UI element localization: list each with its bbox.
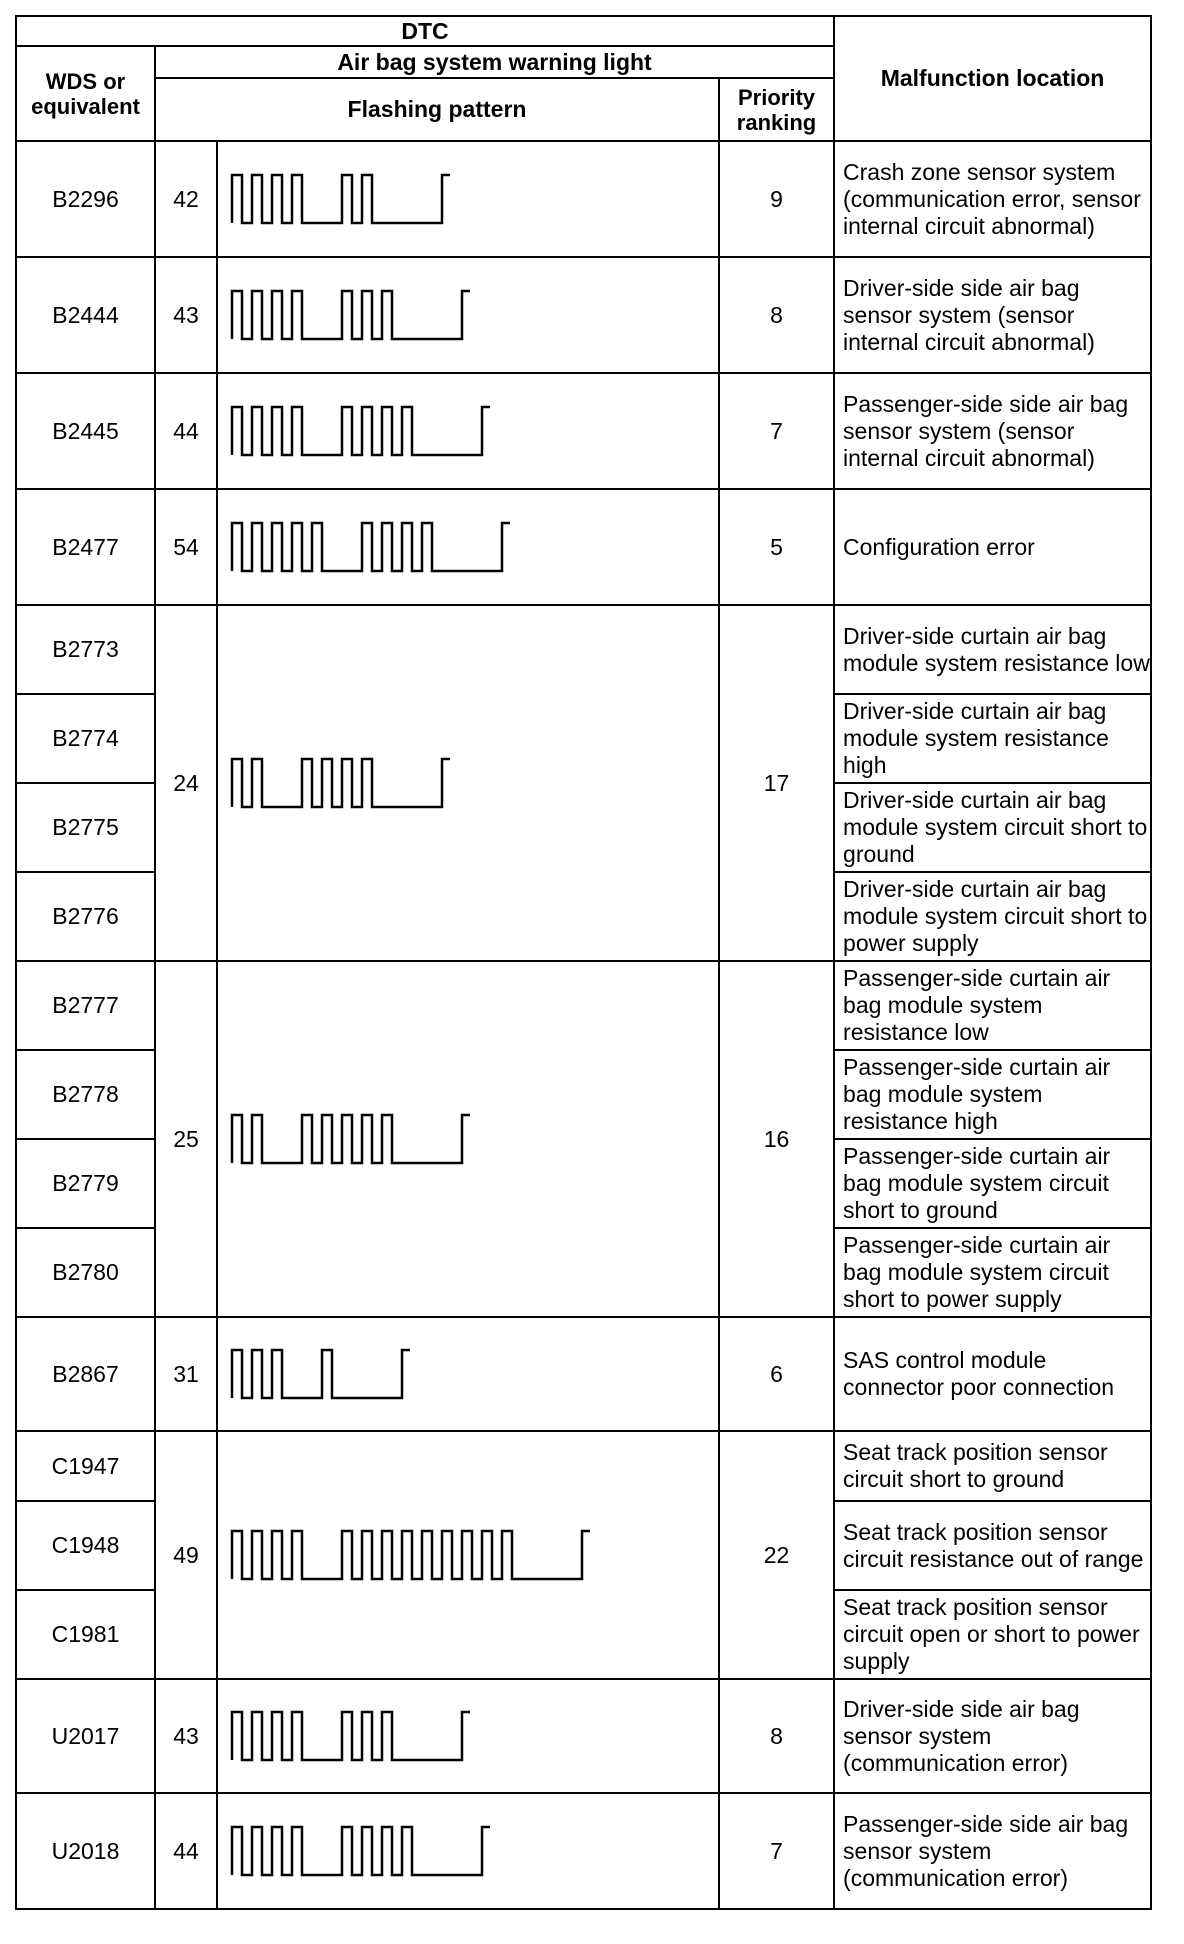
dtc-code: U2018 bbox=[16, 1793, 155, 1909]
dtc-code: C1947 bbox=[16, 1431, 155, 1501]
wds-header: WDS or equivalent bbox=[16, 46, 155, 141]
flash-code-number: 54 bbox=[155, 489, 217, 605]
flashing-pattern-cell bbox=[217, 1317, 719, 1431]
flash-code-number: 31 bbox=[155, 1317, 217, 1431]
dtc-code: B2477 bbox=[16, 489, 155, 605]
flashing-pattern-cell bbox=[217, 1793, 719, 1909]
malfunction-location: Driver-side curtain air bag module system circuit short to ground bbox=[834, 783, 1151, 872]
malfunction-location: Seat track position sensor circuit open or short to power supply bbox=[834, 1590, 1151, 1679]
priority-ranking: 7 bbox=[719, 373, 834, 489]
malfunction-location: Crash zone sensor system (communication error, sensor internal circuit abnormal) bbox=[834, 141, 1151, 257]
flashing-pattern-cell bbox=[217, 489, 719, 605]
priority-ranking: 17 bbox=[719, 605, 834, 961]
flashing-pattern-cell bbox=[217, 1431, 719, 1679]
priority-ranking-header: Priority ranking bbox=[719, 78, 834, 141]
flash-code-number: 42 bbox=[155, 141, 217, 257]
table-row bbox=[16, 373, 1151, 489]
dtc-code: U2017 bbox=[16, 1679, 155, 1793]
malfunction-location-header: Malfunction location bbox=[834, 16, 1151, 141]
priority-ranking: 5 bbox=[719, 489, 834, 605]
malfunction-location: Driver-side curtain air bag module system resistance low bbox=[834, 605, 1151, 694]
flashing-pattern-waveform bbox=[226, 513, 706, 581]
flash-code-number: 44 bbox=[155, 373, 217, 489]
priority-ranking: 16 bbox=[719, 961, 834, 1317]
dtc-code: B2779 bbox=[16, 1139, 155, 1228]
malfunction-location: Passenger-side side air bag sensor system (communication error) bbox=[834, 1793, 1151, 1909]
malfunction-location: Driver-side curtain air bag module system circuit short to power supply bbox=[834, 872, 1151, 961]
dtc-code: C1981 bbox=[16, 1590, 155, 1679]
table-row bbox=[16, 1317, 1151, 1431]
priority-ranking: 8 bbox=[719, 257, 834, 373]
flashing-pattern-waveform bbox=[226, 1521, 706, 1589]
dtc-body bbox=[16, 141, 1151, 1909]
flashing-pattern-cell bbox=[217, 605, 719, 961]
flash-pulse-train bbox=[232, 1115, 470, 1163]
flashing-pattern-waveform bbox=[226, 1105, 706, 1173]
flash-pulse-train bbox=[232, 1712, 470, 1760]
flashing-pattern-waveform bbox=[226, 749, 706, 817]
dtc-code: B2777 bbox=[16, 961, 155, 1050]
flash-code-number: 43 bbox=[155, 1679, 217, 1793]
flashing-pattern-waveform bbox=[226, 1817, 706, 1885]
flashing-pattern-waveform bbox=[226, 397, 706, 465]
malfunction-location: Driver-side curtain air bag module system resistance high bbox=[834, 694, 1151, 783]
table-row bbox=[16, 1679, 1151, 1793]
dtc-header: DTC bbox=[16, 16, 834, 46]
flashing-pattern-cell bbox=[217, 1679, 719, 1793]
malfunction-location: Seat track position sensor circuit resistance out of range bbox=[834, 1501, 1151, 1590]
flash-pulse-train bbox=[232, 1531, 590, 1579]
flashing-pattern-cell bbox=[217, 373, 719, 489]
dtc-code: B2776 bbox=[16, 872, 155, 961]
table-row bbox=[16, 961, 1151, 1050]
flashing-pattern-header: Flashing pattern bbox=[155, 78, 719, 141]
flashing-pattern-waveform bbox=[226, 165, 706, 233]
flash-code-number: 43 bbox=[155, 257, 217, 373]
dtc-code: B2780 bbox=[16, 1228, 155, 1317]
flash-code-number: 24 bbox=[155, 605, 217, 961]
malfunction-location: Passenger-side curtain air bag module system resistance low bbox=[834, 961, 1151, 1050]
flashing-pattern-cell bbox=[217, 141, 719, 257]
table-row bbox=[16, 1793, 1151, 1909]
dtc-code: B2774 bbox=[16, 694, 155, 783]
priority-ranking: 7 bbox=[719, 1793, 834, 1909]
priority-ranking: 6 bbox=[719, 1317, 834, 1431]
flash-pulse-train bbox=[232, 291, 470, 339]
flash-pulse-train bbox=[232, 523, 510, 571]
flash-code-number: 44 bbox=[155, 1793, 217, 1909]
flash-code-number: 25 bbox=[155, 961, 217, 1317]
flash-pulse-train bbox=[232, 759, 450, 807]
flashing-pattern-waveform bbox=[226, 1702, 706, 1770]
dtc-code: B2296 bbox=[16, 141, 155, 257]
priority-ranking: 9 bbox=[719, 141, 834, 257]
dtc-table bbox=[15, 15, 1152, 1910]
table-row bbox=[16, 605, 1151, 694]
table-row bbox=[16, 141, 1151, 257]
flash-pulse-train bbox=[232, 1827, 490, 1875]
table-row bbox=[16, 257, 1151, 373]
malfunction-location: Passenger-side curtain air bag module system resistance high bbox=[834, 1050, 1151, 1139]
priority-ranking: 22 bbox=[719, 1431, 834, 1679]
malfunction-location: Seat track position sensor circuit short to ground bbox=[834, 1431, 1151, 1501]
flash-pulse-train bbox=[232, 175, 450, 223]
flashing-pattern-cell bbox=[217, 961, 719, 1317]
flashing-pattern-waveform bbox=[226, 1340, 706, 1408]
dtc-code: B2775 bbox=[16, 783, 155, 872]
dtc-code: B2773 bbox=[16, 605, 155, 694]
malfunction-location: SAS control module connector poor connection bbox=[834, 1317, 1151, 1431]
dtc-code: B2778 bbox=[16, 1050, 155, 1139]
malfunction-location: Passenger-side curtain air bag module system circuit short to ground bbox=[834, 1139, 1151, 1228]
warning-light-header: Air bag system warning light bbox=[155, 46, 834, 78]
dtc-code: B2867 bbox=[16, 1317, 155, 1431]
flash-pulse-train bbox=[232, 407, 490, 455]
malfunction-location: Configuration error bbox=[834, 489, 1151, 605]
malfunction-location: Passenger-side curtain air bag module system circuit short to power supply bbox=[834, 1228, 1151, 1317]
dtc-code: C1948 bbox=[16, 1501, 155, 1590]
table-row bbox=[16, 1431, 1151, 1501]
dtc-code: B2444 bbox=[16, 257, 155, 373]
malfunction-location: Passenger-side side air bag sensor system (sensor internal circuit abnormal) bbox=[834, 373, 1151, 489]
flash-code-number: 49 bbox=[155, 1431, 217, 1679]
priority-ranking: 8 bbox=[719, 1679, 834, 1793]
dtc-code: B2445 bbox=[16, 373, 155, 489]
flashing-pattern-cell bbox=[217, 257, 719, 373]
table-row bbox=[16, 489, 1151, 605]
malfunction-location: Driver-side side air bag sensor system (communication error) bbox=[834, 1679, 1151, 1793]
malfunction-location: Driver-side side air bag sensor system (sensor internal circuit abnormal) bbox=[834, 257, 1151, 373]
flashing-pattern-waveform bbox=[226, 281, 706, 349]
flash-pulse-train bbox=[232, 1350, 410, 1398]
